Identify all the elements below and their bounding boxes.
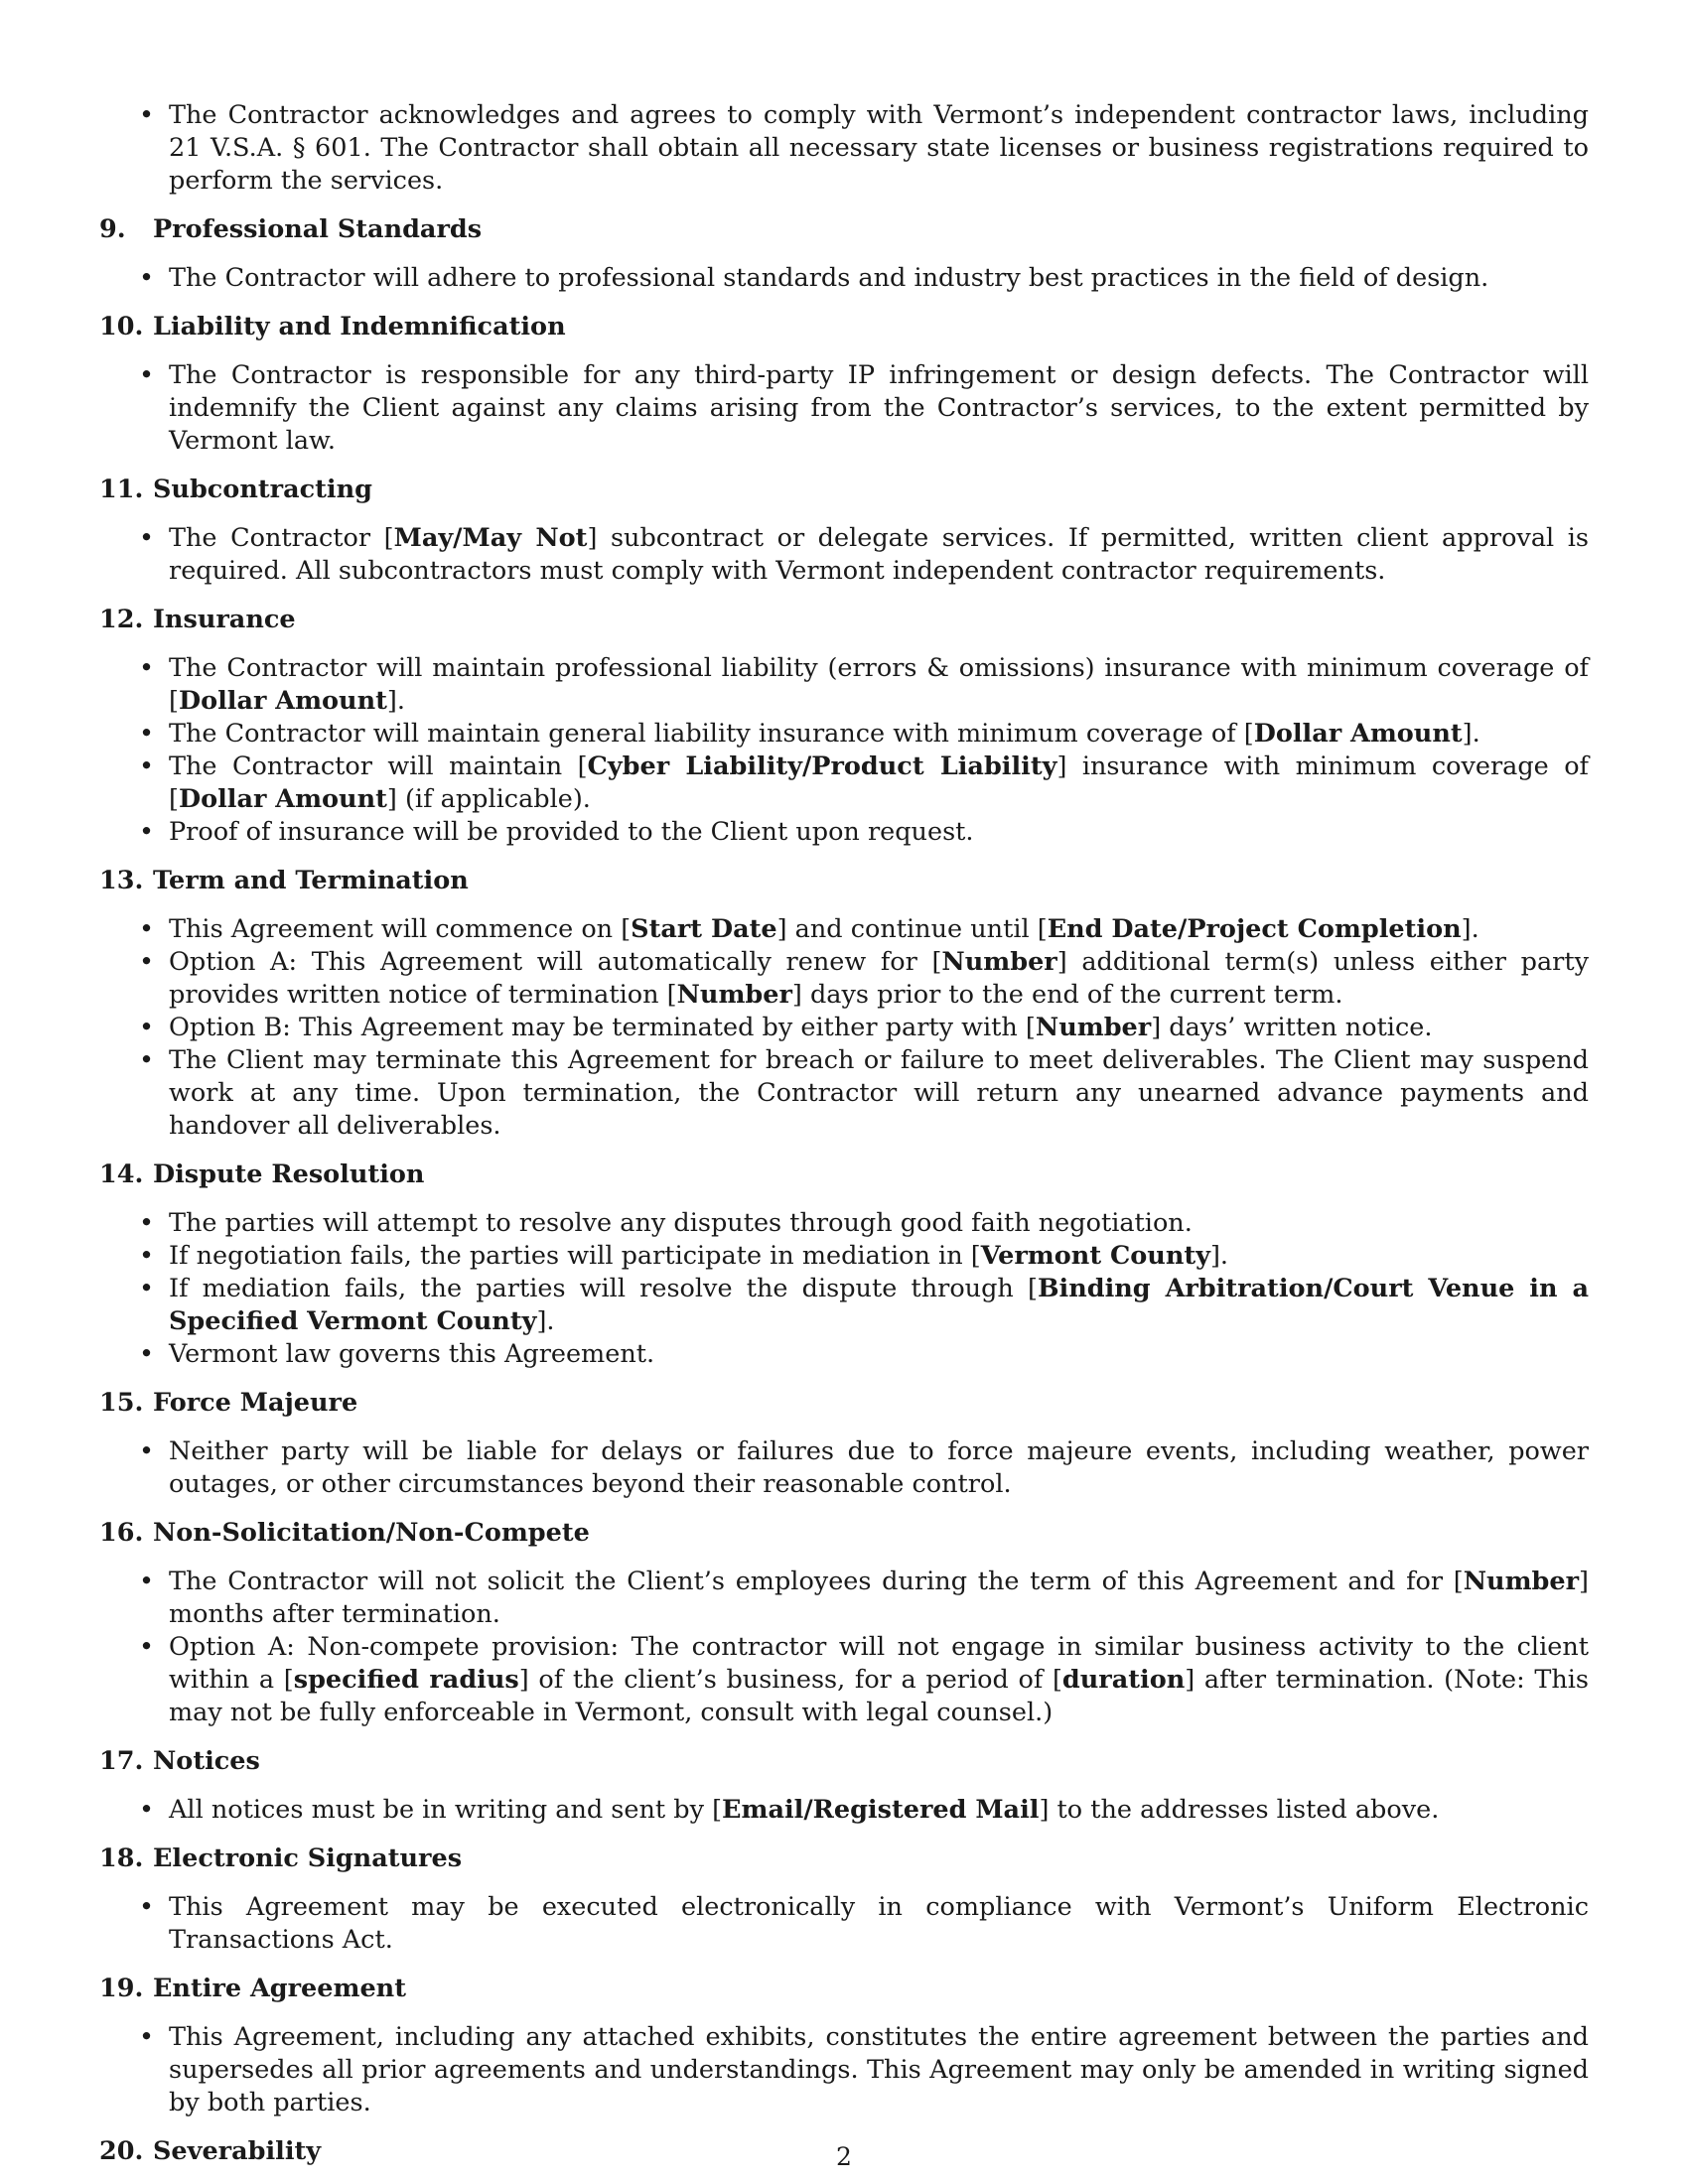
bullet-item (99, 816, 1589, 849)
item-text: The Contractor will adhere to professional standards and industry best practices in the field of design. (169, 263, 1489, 293)
item-text: ]. (386, 686, 405, 716)
page-number: 2 (836, 2142, 852, 2171)
section-bullet-list (99, 1891, 1589, 1957)
bullet-item (99, 1891, 1589, 1957)
placeholder-field: Number (1463, 1567, 1580, 1596)
placeholder-field: Start Date (631, 914, 777, 944)
section-number: 10. (99, 312, 144, 341)
bullet-item (99, 2021, 1589, 2119)
item-text: The Contractor will maintain general liability insurance with minimum coverage of [ (169, 719, 1254, 749)
item-text: ] days prior to the end of the current term. (791, 980, 1343, 1010)
bullet-item (99, 1044, 1589, 1143)
item-text: This Agreement will commence on [ (169, 914, 632, 944)
item-text: ]. (1462, 719, 1480, 749)
section-number: 19. (99, 1974, 144, 2003)
item-text: Vermont law governs this Agreement. (169, 1339, 655, 1369)
placeholder-field: May/May Not (393, 523, 588, 553)
section-bullet-list (99, 1794, 1589, 1827)
bullet-item (99, 99, 1589, 198)
bullet-item (99, 718, 1589, 751)
bullet-item (99, 1435, 1589, 1501)
document-body (99, 99, 1589, 2184)
item-text: ]. (1461, 914, 1479, 944)
item-text: The parties will attempt to resolve any disputes through good faith negotiation. (169, 1208, 1193, 1238)
placeholder-field: Binding Arbitration/Court Venue in a Specified Vermont County (169, 1274, 1589, 1336)
item-text: The Contractor [ (169, 523, 394, 553)
section-title: Notices (153, 1746, 260, 1776)
intro-bullet-list (99, 99, 1589, 198)
section-heading (99, 474, 1589, 506)
section-heading (99, 213, 1589, 246)
item-text: ]. (536, 1306, 555, 1336)
placeholder-field: specified radius (293, 1665, 519, 1695)
bullet-item (99, 1273, 1589, 1338)
section-title: Liability and Indemnification (153, 312, 566, 341)
placeholder-field: Dollar Amount (1253, 719, 1463, 749)
item-text: The Contractor is responsible for any third-party IP infringement or design defects. The Contractor will indemnify the Client against any claims arising from the Contractor’s services, to the extent permitted by Vermont law. (169, 360, 1589, 456)
section-heading (99, 1387, 1589, 1420)
bullet-item (99, 1207, 1589, 1240)
item-text: The Contractor will maintain [ (169, 751, 588, 781)
item-text: If negotiation fails, the parties will participate in mediation in [ (169, 1241, 981, 1271)
section-bullet-list (99, 1207, 1589, 1371)
section-liability-and-indemnification (99, 311, 1589, 458)
section-bullet-list (99, 359, 1589, 458)
item-text: The Contractor will maintain professional liability (errors & omissions) insurance with minimum coverage of [ (169, 653, 1589, 716)
bullet-item (99, 946, 1589, 1012)
item-text: ] (if applicable). (386, 784, 591, 814)
item-text: Option A: Non-compete provision: The contractor will not engage in similar business activity to the client within a [ (169, 1632, 1589, 1695)
section-heading (99, 311, 1589, 343)
placeholder-field: End Date/Project Completion (1047, 914, 1462, 944)
section-title: Electronic Signatures (153, 1843, 463, 1873)
section-title: Term and Termination (153, 866, 469, 895)
placeholder-field: duration (1061, 1665, 1186, 1695)
placeholder-field: Number (941, 947, 1057, 977)
item-text: If mediation fails, the parties will resolve the dispute through [ (169, 1274, 1038, 1303)
section-bullet-list (99, 1566, 1589, 1729)
section-number: 16. (99, 1518, 144, 1548)
item-text: ] subcontract or delegate services. If permitted, written client approval is required. All subcontractors must comply with Vermont independent contractor requirements. (169, 523, 1589, 586)
section-bullet-list (99, 652, 1589, 849)
section-title: Professional Standards (153, 214, 483, 244)
item-text: Option A: This Agreement will automatically renew for [ (169, 947, 942, 977)
section-entire-agreement (99, 1973, 1589, 2119)
bullet-item (99, 751, 1589, 816)
section-electronic-signatures (99, 1843, 1589, 1957)
section-subcontracting (99, 474, 1589, 588)
section-title: Dispute Resolution (153, 1160, 425, 1189)
section-number: 9. (99, 214, 126, 244)
section-heading (99, 1517, 1589, 1550)
item-text: The Contractor acknowledges and agrees to comply with Vermont’s independent contractor laws, including 21 V.S.A. § 601. The Contractor shall obtain all necessary state licenses or business registrations required to perform the services. (169, 100, 1589, 196)
bullet-item (99, 1338, 1589, 1371)
section-bullet-list (99, 262, 1589, 295)
section-heading (99, 1745, 1589, 1778)
placeholder-field: Dollar Amount (178, 784, 387, 814)
item-text: The Contractor will not solicit the Client’s employees during the term of this Agreement and for [ (169, 1567, 1464, 1596)
section-dispute-resolution (99, 1159, 1589, 1371)
bullet-item (99, 262, 1589, 295)
item-text: ] days’ written notice. (1151, 1013, 1433, 1042)
section-number: 20. (99, 2136, 144, 2166)
item-text: Option B: This Agreement may be terminated by either party with [ (169, 1013, 1036, 1042)
section-heading (99, 1973, 1589, 2005)
item-text: ] to the addresses listed above. (1039, 1795, 1440, 1825)
section-heading (99, 1159, 1589, 1191)
item-text: All notices must be in writing and sent by [ (169, 1795, 723, 1825)
placeholder-field: Dollar Amount (178, 686, 387, 716)
item-text: ] and continue until [ (776, 914, 1048, 944)
section-title: Subcontracting (153, 475, 372, 504)
item-text: ] insurance with minimum coverage of [ (169, 751, 1589, 814)
section-non-solicitation-non-compete (99, 1517, 1589, 1729)
section-title: Non-Solicitation/Non-Compete (153, 1518, 590, 1548)
item-text: Proof of insurance will be provided to the Client upon request. (169, 817, 974, 847)
placeholder-field: Number (1035, 1013, 1152, 1042)
item-text: This Agreement may be executed electronically in compliance with Vermont’s Uniform Electronic Transactions Act. (169, 1892, 1589, 1955)
section-title: Entire Agreement (153, 1974, 406, 2003)
item-text: ] additional term(s) unless either party provides written notice of termination [ (169, 947, 1589, 1010)
section-professional-standards (99, 213, 1589, 295)
section-title: Severability (153, 2136, 322, 2166)
section-heading (99, 865, 1589, 897)
item-text: This Agreement, including any attached exhibits, constitutes the entire agreement between the parties and supersedes all prior agreements and understandings. This Agreement may only be amended in writing signed by both parties. (169, 2022, 1589, 2117)
bullet-item (99, 359, 1589, 458)
item-text: ] of the client’s business, for a period of [ (518, 1665, 1062, 1695)
placeholder-field: Number (676, 980, 792, 1010)
section-number: 18. (99, 1843, 144, 1873)
item-text: ]. (1209, 1241, 1229, 1271)
bullet-item (99, 1566, 1589, 1631)
item-text: ] after termination. (Note: This may not be fully enforceable in Vermont, consult with legal counsel.) (169, 1665, 1590, 1727)
section-number: 14. (99, 1160, 144, 1189)
section-bullet-list (99, 913, 1589, 1143)
section-bullet-list (99, 1435, 1589, 1501)
section-number: 15. (99, 1388, 144, 1418)
section-force-majeure (99, 1387, 1589, 1501)
section-heading (99, 604, 1589, 636)
section-insurance (99, 604, 1589, 849)
item-text: The Client may terminate this Agreement for breach or failure to meet deliverables. The Client may suspend work at any time. Upon termination, the Contractor will return any unearned advance payments and handover all deliverables. (169, 1045, 1589, 1141)
placeholder-field: Cyber Liability/Product Liability (587, 751, 1057, 781)
section-number: 12. (99, 605, 144, 634)
bullet-item (99, 913, 1589, 946)
bullet-item (99, 1794, 1589, 1827)
section-number: 17. (99, 1746, 144, 1776)
sections-container (99, 213, 1589, 2168)
section-bullet-list (99, 522, 1589, 588)
bullet-item (99, 1631, 1589, 1729)
bullet-item (99, 652, 1589, 718)
section-title: Force Majeure (153, 1388, 358, 1418)
section-number: 13. (99, 866, 144, 895)
section-number: 11. (99, 475, 144, 504)
bullet-item (99, 522, 1589, 588)
section-notices (99, 1745, 1589, 1827)
bullet-item (99, 1012, 1589, 1044)
item-text: ] months after termination. (169, 1567, 1589, 1629)
bullet-item (99, 1240, 1589, 1273)
section-term-and-termination (99, 865, 1589, 1143)
section-heading (99, 1843, 1589, 1875)
item-text: Neither party will be liable for delays or failures due to force majeure events, including weather, power outages, or other circumstances beyond their reasonable control. (169, 1436, 1589, 1499)
placeholder-field: Email/Registered Mail (722, 1795, 1040, 1825)
placeholder-field: Vermont County (980, 1241, 1210, 1271)
section-bullet-list (99, 2021, 1589, 2119)
section-title: Insurance (153, 605, 296, 634)
